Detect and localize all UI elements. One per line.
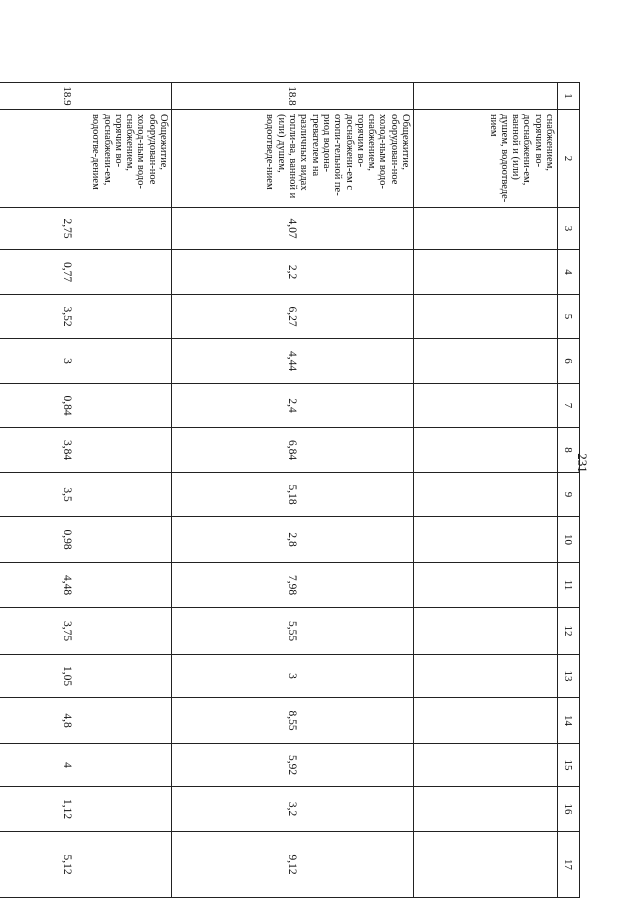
value-cell bbox=[414, 295, 558, 339]
header-cell: 15 bbox=[558, 744, 580, 787]
value-cell: 1,05 bbox=[0, 655, 172, 698]
header-cell: 11 bbox=[558, 563, 580, 608]
value-cell: 2,4 bbox=[172, 384, 414, 428]
value-cell: 5,12 bbox=[0, 832, 172, 898]
value-cell: 4,8 bbox=[0, 698, 172, 744]
value-cell: 4,07 bbox=[172, 208, 414, 250]
row-description: Общежитие, оборудован-ное холод-ным водо-снабжением, горячим во-доснабжени-ем, водоотве-дением bbox=[0, 110, 172, 208]
value-cell bbox=[414, 208, 558, 250]
value-cell: 3 bbox=[0, 339, 172, 384]
table-row bbox=[0, 83, 172, 898]
value-cell bbox=[414, 608, 558, 655]
value-cell bbox=[414, 517, 558, 563]
header-cell: 14 bbox=[558, 698, 580, 744]
header-cell: 4 bbox=[558, 250, 580, 295]
row-description: Общежитие, оборудован-ное холод-ным водо-снабжением, горячим во-доснабжени-ем с отопи-тельной пе-риод водона-гревателем на различных видах топли-ва, ванной и (или) душем, водоотведе-нием bbox=[172, 110, 414, 208]
value-cell: 3,2 bbox=[172, 787, 414, 832]
value-cell: 7,98 bbox=[172, 563, 414, 608]
row-description: снабжением, горячим во-доснабжени-ем, ванной и (или) душем, водоотведе-нием bbox=[414, 110, 558, 208]
value-cell bbox=[414, 473, 558, 517]
value-cell: 4,44 bbox=[172, 339, 414, 384]
value-cell: 6,84 bbox=[172, 428, 414, 473]
value-cell bbox=[414, 384, 558, 428]
rotated-table-wrapper bbox=[61, 82, 580, 897]
header-cell: 7 bbox=[558, 384, 580, 428]
header-cell: 17 bbox=[558, 832, 580, 898]
header-cell: 5 bbox=[558, 295, 580, 339]
value-cell bbox=[414, 563, 558, 608]
table-row bbox=[414, 83, 558, 898]
value-cell: 5,92 bbox=[172, 744, 414, 787]
value-cell bbox=[414, 428, 558, 473]
value-cell: 1,12 bbox=[0, 787, 172, 832]
value-cell: 4 bbox=[0, 744, 172, 787]
value-cell: 2,2 bbox=[172, 250, 414, 295]
header-cell: 8 bbox=[558, 428, 580, 473]
value-cell: 4,48 bbox=[0, 563, 172, 608]
header-cell: 3 bbox=[558, 208, 580, 250]
value-cell bbox=[414, 250, 558, 295]
value-cell: 0,84 bbox=[0, 384, 172, 428]
header-cell: 6 bbox=[558, 339, 580, 384]
value-cell: 3,84 bbox=[0, 428, 172, 473]
header-cell: 13 bbox=[558, 655, 580, 698]
header-row bbox=[558, 83, 580, 898]
page-number: 231 bbox=[575, 453, 590, 473]
row-number: 18.8 bbox=[172, 83, 414, 110]
header-cell: 2 bbox=[558, 110, 580, 208]
value-cell bbox=[414, 655, 558, 698]
value-cell: 3,52 bbox=[0, 295, 172, 339]
table-row bbox=[172, 83, 414, 898]
value-cell: 3 bbox=[172, 655, 414, 698]
value-cell: 8,55 bbox=[172, 698, 414, 744]
value-cell: 3,75 bbox=[0, 608, 172, 655]
value-cell bbox=[414, 787, 558, 832]
value-cell: 0,98 bbox=[0, 517, 172, 563]
value-cell bbox=[414, 698, 558, 744]
header-cell: 12 bbox=[558, 608, 580, 655]
value-cell: 2,8 bbox=[172, 517, 414, 563]
value-cell: 2,75 bbox=[0, 208, 172, 250]
value-cell: 6,27 bbox=[172, 295, 414, 339]
value-cell bbox=[414, 339, 558, 384]
header-cell: 10 bbox=[558, 517, 580, 563]
value-cell: 5,55 bbox=[172, 608, 414, 655]
row-number bbox=[414, 83, 558, 110]
row-number: 18.9 bbox=[0, 83, 172, 110]
header-cell: 9 bbox=[558, 473, 580, 517]
value-cell: 0,77 bbox=[0, 250, 172, 295]
value-cell bbox=[414, 832, 558, 898]
value-cell: 9,12 bbox=[172, 832, 414, 898]
tariff-table bbox=[0, 82, 580, 898]
value-cell: 5,18 bbox=[172, 473, 414, 517]
value-cell: 3,5 bbox=[0, 473, 172, 517]
header-cell: 1 bbox=[558, 83, 580, 110]
header-cell: 16 bbox=[558, 787, 580, 832]
value-cell bbox=[414, 744, 558, 787]
